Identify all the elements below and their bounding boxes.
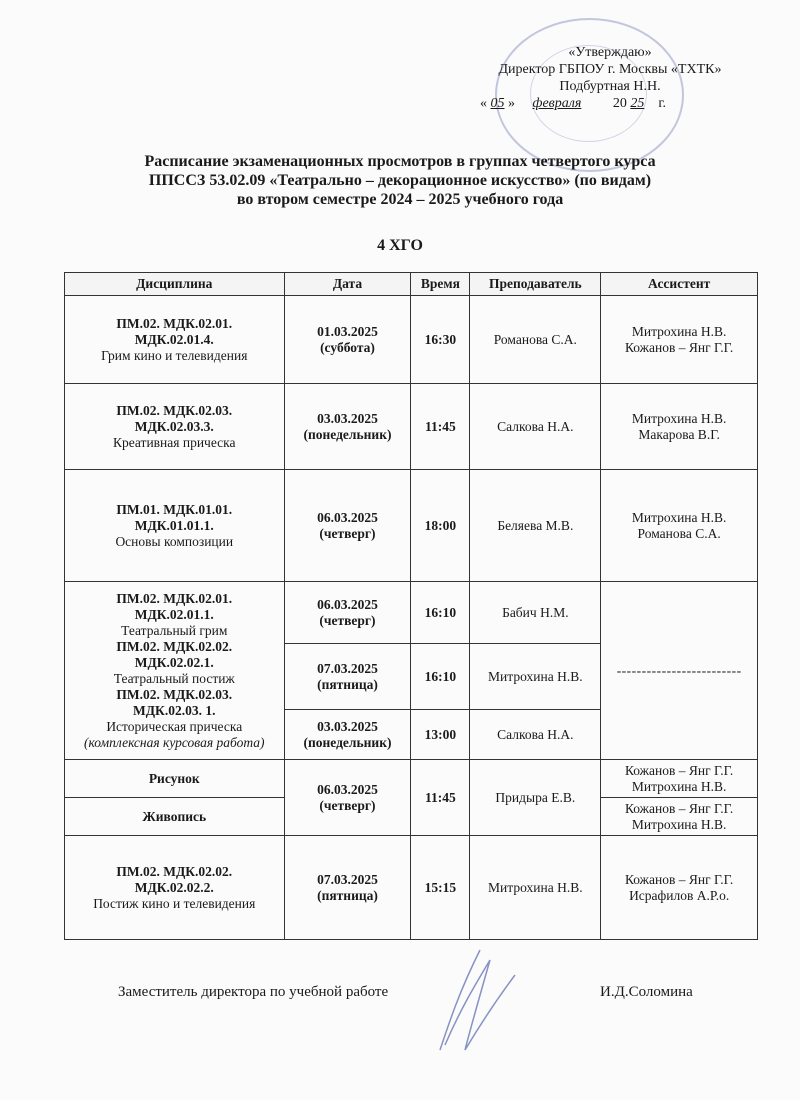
approval-day: 05 bbox=[490, 96, 505, 111]
weekday: (пятница) bbox=[317, 676, 378, 692]
table-row bbox=[65, 296, 758, 384]
assistant-cell bbox=[601, 760, 758, 798]
discipline-cell: Рисунок bbox=[65, 760, 285, 798]
assistant-name: Митрохина Н.В. bbox=[631, 323, 727, 339]
discipline-code: МДК.02.01.4. bbox=[134, 331, 214, 347]
time-cell: 16:10 bbox=[411, 644, 470, 710]
date: 06.03.2025 bbox=[317, 596, 378, 612]
title-line-2: ППССЗ 53.02.09 «Театрально – декорационное искусство» (по видам) bbox=[148, 172, 652, 189]
discipline-code: МДК.01.01.1. bbox=[134, 517, 214, 533]
discipline-cell bbox=[65, 470, 285, 582]
discipline-cell: Живопись bbox=[65, 798, 285, 836]
discipline-code: ПМ.02. МДК.02.01. bbox=[116, 590, 233, 606]
footer-name: И.Д.Соломина bbox=[600, 984, 693, 1000]
weekday: (четверг) bbox=[319, 525, 376, 541]
time-cell: 11:45 bbox=[411, 384, 470, 470]
teacher-cell: Салкова Н.А. bbox=[470, 384, 601, 470]
assistant-cell bbox=[601, 836, 758, 940]
approval-line-2: Директор ГБПОУ г. Москвы «ТХТК» bbox=[498, 62, 722, 77]
date-cell bbox=[284, 296, 411, 384]
approval-year-suffix: 25 bbox=[630, 96, 645, 111]
table-row bbox=[65, 582, 758, 644]
discipline-cell bbox=[65, 296, 285, 384]
time-cell: 13:00 bbox=[411, 710, 470, 760]
date-cell bbox=[284, 384, 411, 470]
approval-year-end: г. bbox=[658, 96, 667, 111]
date: 03.03.2025 bbox=[317, 410, 378, 426]
assistant-name: Кожанов – Янг Г.Г. bbox=[624, 800, 734, 816]
discipline-code: ПМ.02. МДК.02.01. bbox=[116, 315, 233, 331]
assistant-cell: ------------------------- bbox=[601, 582, 758, 760]
discipline-code: МДК.02.01.1. bbox=[134, 606, 214, 622]
table-header-row bbox=[65, 273, 758, 296]
assistant-name: Исрафилов А.Р.о. bbox=[629, 887, 730, 903]
assistant-name: Кожанов – Янг Г.Г. bbox=[624, 762, 734, 778]
date-cell bbox=[284, 710, 411, 760]
weekday: (четверг) bbox=[319, 797, 376, 813]
title-line-1: Расписание экзаменационных просмотров в группах четвертого курса bbox=[144, 153, 656, 170]
assistant-name: Митрохина Н.В. bbox=[631, 816, 727, 832]
assistant-name: Кожанов – Янг Г.Г. bbox=[624, 339, 734, 355]
signature bbox=[420, 940, 540, 1060]
weekday: (четверг) bbox=[319, 612, 376, 628]
weekday: (суббота) bbox=[320, 339, 375, 355]
header-time: Время bbox=[411, 273, 470, 296]
discipline-code: ПМ.02. МДК.02.03. bbox=[116, 686, 233, 702]
schedule-table bbox=[64, 272, 758, 940]
approval-line-1: «Утверждаю» bbox=[568, 45, 652, 60]
document-title bbox=[60, 152, 740, 209]
table-row bbox=[65, 470, 758, 582]
teacher-cell: Придыра Е.В. bbox=[470, 760, 601, 836]
discipline-name: Историческая прическа bbox=[106, 718, 243, 734]
approval-month: февраля bbox=[532, 96, 582, 111]
discipline-note: (комплексная курсовая работа) bbox=[84, 734, 265, 750]
teacher-cell: Митрохина Н.В. bbox=[470, 836, 601, 940]
date-cell bbox=[284, 644, 411, 710]
discipline-code: МДК.02.02.1. bbox=[134, 654, 214, 670]
table-row bbox=[65, 836, 758, 940]
approval-date: « 05 » февраля 20 25 г. bbox=[480, 96, 667, 111]
date: 01.03.2025 bbox=[317, 323, 378, 339]
discipline-code: МДК.02.03. 1. bbox=[133, 702, 216, 718]
date-cell bbox=[284, 760, 411, 836]
weekday: (понедельник) bbox=[303, 426, 392, 442]
time-cell: 16:10 bbox=[411, 582, 470, 644]
teacher-cell: Салкова Н.А. bbox=[470, 710, 601, 760]
teacher-cell: Романова С.А. bbox=[470, 296, 601, 384]
date: 07.03.2025 bbox=[317, 660, 378, 676]
assistant-name: Митрохина Н.В. bbox=[631, 778, 727, 794]
assistant-name: Макарова В.Г. bbox=[638, 426, 720, 442]
weekday: (пятница) bbox=[317, 887, 378, 903]
discipline-code: МДК.02.02.2. bbox=[134, 879, 214, 895]
footer-position: Заместитель директора по учебной работе bbox=[118, 984, 389, 1000]
discipline-code: ПМ.01. МДК.01.01. bbox=[116, 501, 233, 517]
discipline-code: ПМ.02. МДК.02.02. bbox=[116, 863, 233, 879]
header-discipline: Дисциплина bbox=[65, 273, 285, 296]
date-cell bbox=[284, 470, 411, 582]
discipline-code: ПМ.02. МДК.02.03. bbox=[116, 402, 233, 418]
assistant-cell bbox=[601, 470, 758, 582]
assistant-cell bbox=[601, 384, 758, 470]
date: 03.03.2025 bbox=[317, 718, 378, 734]
discipline-cell bbox=[65, 836, 285, 940]
date: 06.03.2025 bbox=[317, 509, 378, 525]
discipline-name: Креативная прическа bbox=[113, 434, 236, 450]
discipline-name: Основы композиции bbox=[115, 533, 234, 549]
approval-block bbox=[470, 44, 750, 112]
assistant-cell bbox=[601, 798, 758, 836]
discipline-name: Грим кино и телевидения bbox=[101, 347, 248, 363]
table-row bbox=[65, 760, 758, 798]
title-line-3: во втором семестре 2024 – 2025 учебного года bbox=[236, 191, 564, 208]
weekday: (понедельник) bbox=[303, 734, 392, 750]
date-cell bbox=[284, 582, 411, 644]
discipline-code: ПМ.02. МДК.02.02. bbox=[116, 638, 233, 654]
assistant-name: Романова С.А. bbox=[637, 525, 721, 541]
teacher-cell: Митрохина Н.В. bbox=[470, 644, 601, 710]
approval-line-3: Подбуртная Н.Н. bbox=[559, 79, 661, 94]
approval-year-prefix: 20 bbox=[612, 96, 627, 111]
assistant-name: Митрохина Н.В. bbox=[631, 410, 727, 426]
header-date: Дата bbox=[284, 273, 411, 296]
time-cell: 18:00 bbox=[411, 470, 470, 582]
assistant-cell bbox=[601, 296, 758, 384]
discipline-cell bbox=[65, 582, 285, 760]
date: 07.03.2025 bbox=[317, 871, 378, 887]
time-cell: 11:45 bbox=[411, 760, 470, 836]
teacher-cell: Беляева М.В. bbox=[470, 470, 601, 582]
teacher-cell: Бабич Н.М. bbox=[470, 582, 601, 644]
discipline-name: Театральный постиж bbox=[113, 670, 235, 686]
discipline-name: Постиж кино и телевидения bbox=[93, 895, 256, 911]
assistant-name: Кожанов – Янг Г.Г. bbox=[624, 871, 734, 887]
date: 06.03.2025 bbox=[317, 781, 378, 797]
discipline-name: Театральный грим bbox=[121, 622, 228, 638]
header-assistant: Ассистент bbox=[601, 273, 758, 296]
time-cell: 16:30 bbox=[411, 296, 470, 384]
group-name: 4 ХГО bbox=[377, 237, 423, 254]
date-cell bbox=[284, 836, 411, 940]
discipline-code: МДК.02.03.3. bbox=[134, 418, 214, 434]
header-teacher: Преподаватель bbox=[470, 273, 601, 296]
discipline-cell bbox=[65, 384, 285, 470]
time-cell: 15:15 bbox=[411, 836, 470, 940]
assistant-name: Митрохина Н.В. bbox=[631, 509, 727, 525]
table-row bbox=[65, 384, 758, 470]
